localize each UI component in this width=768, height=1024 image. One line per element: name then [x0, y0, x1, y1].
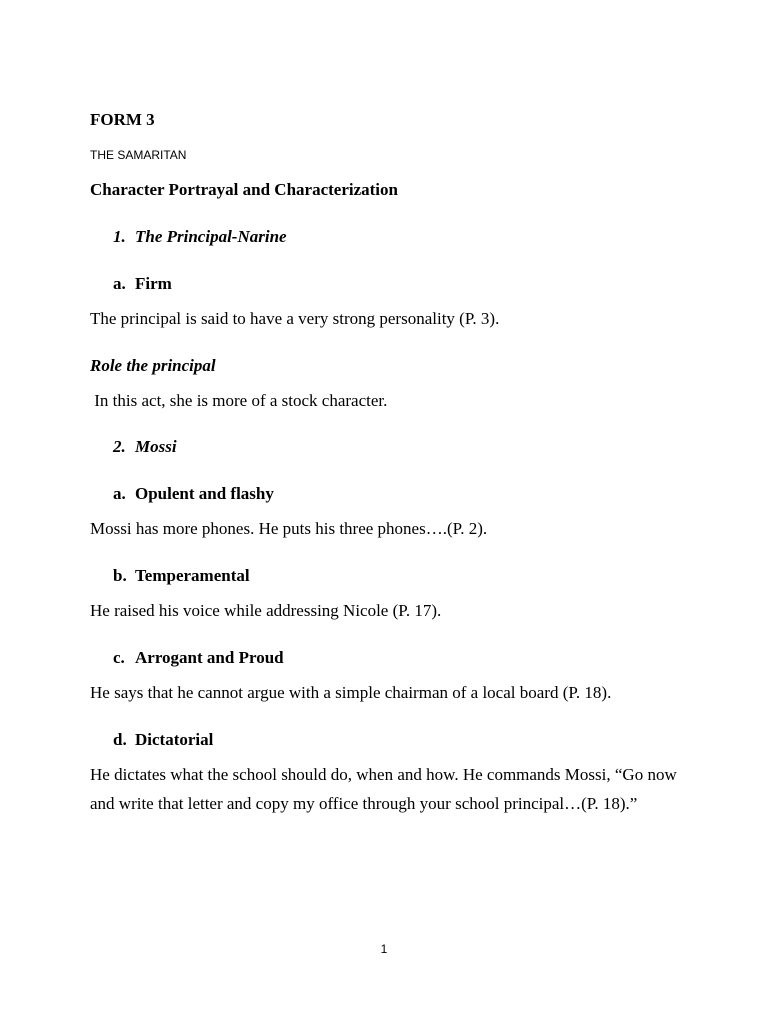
trait-heading: [113, 566, 250, 586]
trait-heading: [113, 648, 284, 668]
trait-heading: [113, 484, 274, 504]
trait-name: Arrogant and Proud: [135, 648, 284, 667]
page-number: 1: [380, 942, 388, 956]
trait-evidence: He says that he cannot argue with a simple chairman of a local board (P. 18).: [90, 683, 612, 702]
character-heading: [113, 227, 287, 247]
trait-letter: a.: [113, 274, 126, 293]
trait-name: Firm: [135, 274, 172, 293]
character-name: The Principal-Narine: [135, 227, 287, 246]
trait-name: Temperamental: [135, 566, 250, 585]
trait-evidence-paragraph: He dictates what the school should do, when and how. He commands Mossi, “Go now and write that letter and copy my office through your school principal…(P. 18).”: [90, 765, 677, 813]
role-heading: Role the principal: [90, 356, 216, 375]
trait-name: Dictatorial: [135, 730, 214, 749]
trait-letter: b.: [113, 566, 127, 585]
role-text: In this act, she is more of a stock character.: [90, 391, 388, 410]
character-name: Mossi: [135, 437, 177, 456]
trait-letter: c.: [113, 648, 125, 667]
character-number: 2.: [113, 437, 126, 456]
trait-evidence: Mossi has more phones. He puts his three phones….(P. 2).: [90, 519, 488, 538]
trait-name: Opulent and flashy: [135, 484, 274, 503]
section-heading: Character Portrayal and Characterization: [90, 180, 398, 199]
form-heading: FORM 3: [90, 110, 155, 129]
trait-letter: a.: [113, 484, 126, 503]
book-title: THE SAMARITAN: [90, 148, 187, 162]
character-number: 1.: [113, 227, 126, 246]
trait-evidence: He raised his voice while addressing Nicole (P. 17).: [90, 601, 442, 620]
trait-letter: d.: [113, 730, 127, 749]
trait-heading: [113, 274, 172, 294]
character-heading: [113, 437, 177, 457]
trait-heading: [113, 730, 213, 750]
trait-evidence: The principal is said to have a very strong personality (P. 3).: [90, 309, 500, 328]
